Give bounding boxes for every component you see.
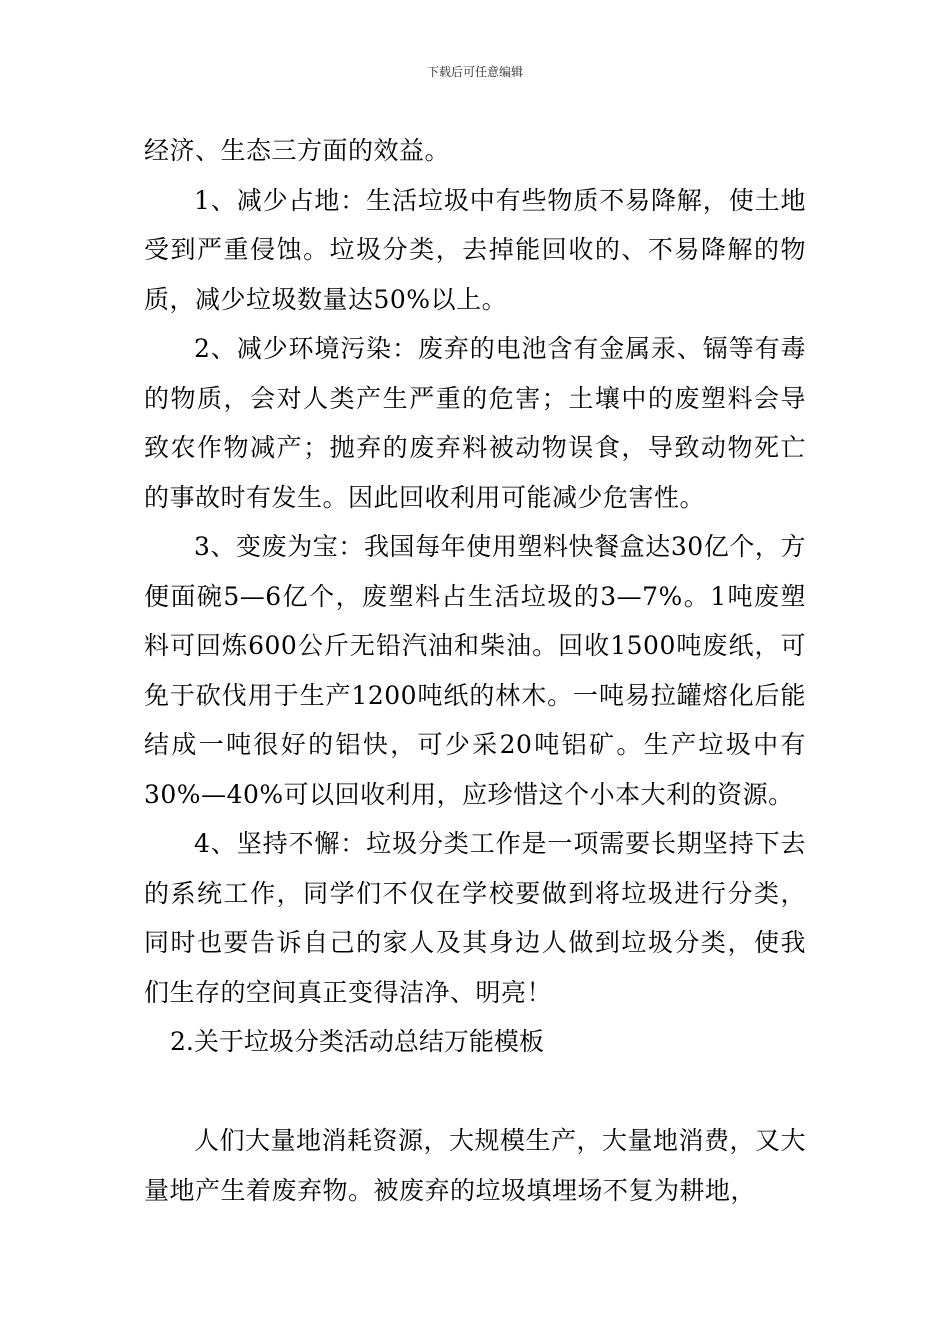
paragraph-waste-to-treasure: 3、变废为宝：我国每年使用塑料快餐盒达30亿个，方便面碗5—6亿个，废塑料占生活垃圾的3—7%。1吨废塑料可回炼600公斤无铅汽油和柴油。回收1500吨废纸，可免于砍伐用于生产1200吨纸的林木。一吨易拉罐熔化后能结成一吨很好的铝快，可少采20吨铝矿。生产垃圾中有30%—40%可以回收利用，应珍惜这个小本大利的资源。 bbox=[144, 532, 806, 809]
paragraph-closing: 人们大量地消耗资源，大规模生产，大量地消费，又大量地产生着废弃物。被废弃的垃圾填埋场不复为耕地， bbox=[144, 1126, 807, 1205]
document-body bbox=[144, 126, 806, 1215]
paragraph-persistence: 4、坚持不懈：垃圾分类工作是一项需要长期坚持下去的系统工作，同学们不仅在学校要做到将垃圾进行分类，同时也要告诉自己的家人及其身边人做到垃圾分类，使我们生存的空间真正变得洁净、明亮！ bbox=[144, 829, 806, 1007]
section-heading: 2.关于垃圾分类活动总结万能模板 bbox=[170, 1027, 544, 1056]
page-header: 下载后可任意编辑 bbox=[426, 65, 523, 79]
paragraph-intro-continuation: 经济、生态三方面的效益。 bbox=[144, 136, 451, 165]
blank-line bbox=[144, 1067, 806, 1117]
paragraph-reduce-land-use: 1、减少占地：生活垃圾中有些物质不易降解，使土地受到严重侵蚀。垃圾分类，去掉能回收的、不易降解的物质，减少垃圾数量达50%以上。 bbox=[144, 185, 806, 314]
paragraph-reduce-pollution: 2、减少环境污染：废弃的电池含有金属汞、镉等有毒的物质，会对人类产生严重的危害；土壤中的废塑料会导致农作物减产；抛弃的废弃料被动物误食，导致动物死亡的事故时有发生。因此回收利用可能减少危害性。 bbox=[144, 334, 806, 512]
